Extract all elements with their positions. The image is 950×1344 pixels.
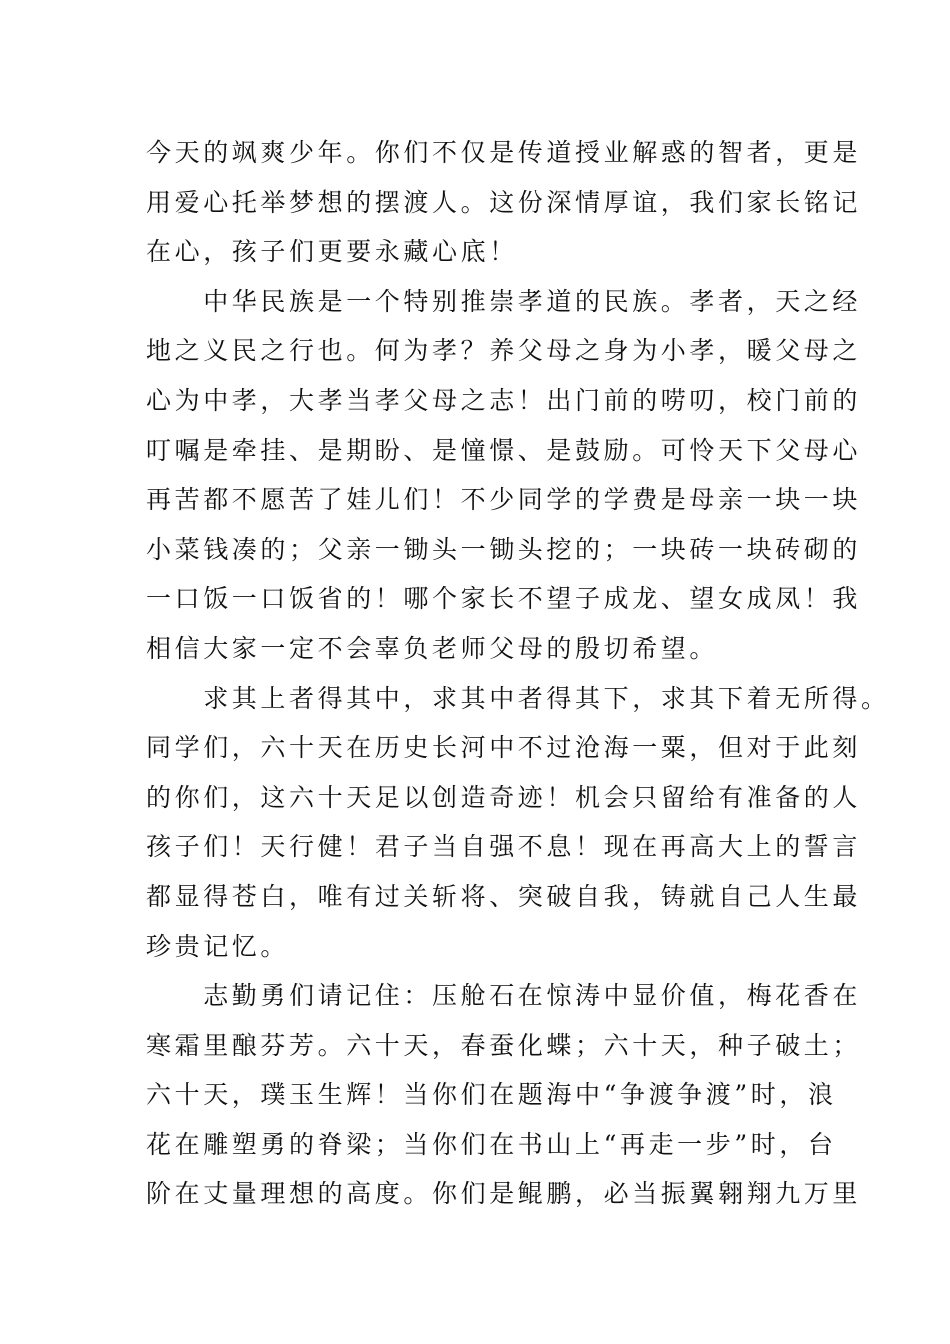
text-line: 志勤勇们请记住：压舱石在惊涛中显价值，梅花香在 xyxy=(146,981,862,1011)
text-line: 小菜钱凑的；父亲一锄头一锄头挖的；一块砖一块砖砌的 xyxy=(146,534,862,564)
text-line: 孩子们！天行健！君子当自强不息！现在再高大上的誓言 xyxy=(146,832,862,862)
text-line: 一口饭一口饭省的！哪个家长不望子成龙、望女成凤！我 xyxy=(146,584,862,614)
text-line: 六十天，璞玉生辉！当你们在题海中“争渡争渡”时，浪 xyxy=(146,1080,837,1110)
text-line: 阶在丈量理想的高度。你们是鲲鹏，必当振翼翱翔九万里 xyxy=(146,1179,862,1209)
text-line: 在心，孩子们更要永藏心底！ xyxy=(146,237,518,267)
text-line: 求其上者得其中，求其中者得其下，求其下着无所得。 xyxy=(146,683,890,713)
text-line: 珍贵记忆。 xyxy=(146,931,290,961)
text-line: 寒霜里酿芬芳。六十天，春蚕化蝶；六十天，种子破土； xyxy=(146,1030,862,1060)
text-line: 心为中孝，大孝当孝父母之志！出门前的唠叨，校门前的 xyxy=(146,385,862,415)
text-line: 地之义民之行也。何为孝？养父母之身为小孝，暖父母之 xyxy=(146,336,862,366)
text-line: 的你们，这六十天足以创造奇迹！机会只留给有准备的人 xyxy=(146,782,862,812)
document-body xyxy=(146,128,890,1219)
text-line: 用爱心托举梦想的摆渡人。这份深情厚谊，我们家长铭记 xyxy=(146,187,862,217)
text-line: 都显得苍白，唯有过关斩将、突破自我，铸就自己人生最 xyxy=(146,881,862,911)
text-line: 相信大家一定不会辜负老师父母的殷切希望。 xyxy=(146,633,719,663)
text-line: 叮嘱是牵挂、是期盼、是憧憬、是鼓励。可怜天下父母心 xyxy=(146,435,862,465)
text-line: 再苦都不愿苦了娃儿们！不少同学的学费是母亲一块一块 xyxy=(146,485,862,515)
text-line: 今天的飒爽少年。你们不仅是传道授业解惑的智者，更是 xyxy=(146,138,862,167)
text-line: 中华民族是一个特别推崇孝道的民族。孝者，天之经 xyxy=(146,286,862,316)
text-line: 同学们，六十天在历史长河中不过沧海一粟，但对于此刻 xyxy=(146,733,862,763)
text-line: 花在雕塑勇的脊梁；当你们在书山上“再走一步”时，台 xyxy=(146,1129,837,1159)
